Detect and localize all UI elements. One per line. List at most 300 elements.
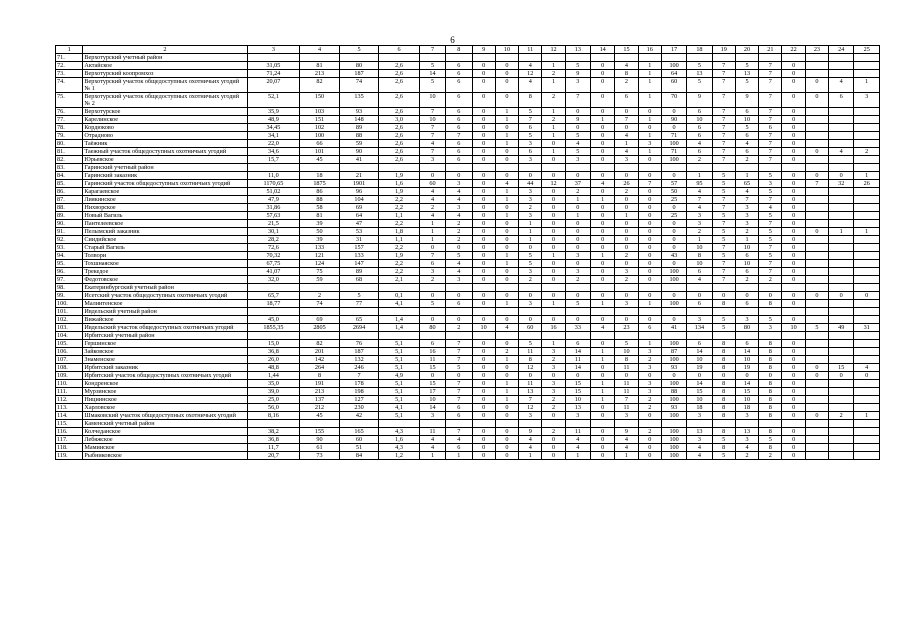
value-cell: 4,1 [379,300,420,308]
value-cell: 16 [419,348,445,356]
value-cell [542,164,565,172]
table-row [56,308,880,316]
value-cell: 39 [300,220,340,228]
value-cell [805,220,828,228]
value-cell: 4,3 [379,428,420,436]
value-cell: 100 [661,276,686,284]
value-cell: 0 [615,196,638,204]
value-cell: 6 [446,412,472,420]
value-cell: 1 [542,78,565,93]
value-cell [782,308,805,316]
value-cell: 4 [735,188,758,196]
value-cell: 246 [339,364,379,372]
value-cell: 0 [805,364,828,372]
value-cell: 49 [829,324,854,332]
value-cell: 1 [591,396,615,404]
value-cell [805,452,828,460]
value-cell: 0 [565,228,590,236]
table-row [56,388,880,396]
row-number-cell: 104. [56,332,83,340]
value-cell: 133 [339,252,379,260]
value-cell [419,54,445,62]
value-cell: 7 [759,116,782,124]
value-cell [829,436,854,444]
value-cell: 5 [615,340,638,348]
value-cell: 15,7 [247,156,300,164]
value-cell [805,196,828,204]
value-cell: 0 [472,348,495,356]
value-cell [687,284,712,292]
value-cell: 6 [519,148,542,156]
value-cell: 64 [661,70,686,78]
value-cell: 0 [419,316,445,324]
value-cell: 10 [687,356,712,364]
value-cell [687,308,712,316]
value-cell: 45,0 [247,316,300,324]
column-number-cell: 12 [542,46,565,54]
value-cell: 0 [638,452,661,460]
value-cell [805,388,828,396]
value-cell: 70,32 [247,252,300,260]
value-cell [759,164,782,172]
value-cell: 5 [712,452,735,460]
table-row [56,324,880,332]
value-cell: 0 [591,404,615,412]
value-cell: 2 [735,156,758,164]
value-cell: 0 [472,124,495,132]
value-cell [829,356,854,364]
column-number-cell: 13 [565,46,590,54]
value-cell: 0 [472,188,495,196]
value-cell: 0 [638,252,661,260]
value-cell: 7 [759,108,782,116]
value-cell: 0 [472,212,495,220]
value-cell [247,420,300,428]
value-cell: 0 [591,428,615,436]
value-cell [805,236,828,244]
value-cell: 3 [519,156,542,164]
value-cell: 0 [495,124,518,132]
value-cell: 0 [854,372,880,380]
table-row [56,372,880,380]
value-cell: 0 [591,452,615,460]
value-cell: 7 [419,108,445,116]
value-cell: 88 [661,388,686,396]
value-cell: 7 [687,196,712,204]
table-row [56,332,880,340]
value-cell: 7 [712,70,735,78]
ground-name-cell: Вижайское [83,316,247,324]
value-cell: 5 [712,180,735,188]
value-cell: 0 [782,292,805,300]
value-cell: 0 [638,268,661,276]
value-cell: 0 [472,316,495,324]
value-cell: 6 [419,260,445,268]
value-cell: 100 [661,340,686,348]
value-cell [805,132,828,140]
value-cell [805,70,828,78]
value-cell: 1 [519,220,542,228]
table-row [56,62,880,70]
value-cell [854,252,880,260]
value-cell: 3 [519,212,542,220]
value-cell: 1 [495,356,518,364]
value-cell: 0 [472,244,495,252]
value-cell: 6 [519,124,542,132]
value-cell: 2 [542,356,565,364]
table-row [56,340,880,348]
value-cell [519,420,542,428]
ground-name-cell: Верхотурский участок общедоступных охотничьих угодий № 1 [83,78,247,93]
value-cell: 11 [615,380,638,388]
value-cell: 0 [472,404,495,412]
value-cell [339,54,379,62]
value-cell: 100 [661,444,686,452]
value-cell [829,340,854,348]
value-cell: 6 [446,116,472,124]
value-cell [419,332,445,340]
ground-name-cell: Ивдельский учетный район [83,308,247,316]
value-cell: 0 [419,172,445,180]
value-cell: 6 [565,340,590,348]
value-cell: 17 [419,388,445,396]
value-cell [542,308,565,316]
value-cell: 12 [542,180,565,188]
value-cell: 0 [591,156,615,164]
value-cell: 4 [687,204,712,212]
value-cell: 0 [495,372,518,380]
value-cell: 0 [782,124,805,132]
row-number-cell: 87. [56,196,83,204]
value-cell [638,284,661,292]
ground-name-cell: Исетский участок общедоступных охотничьих угодий [83,292,247,300]
table-row [56,172,880,180]
value-cell: 0 [565,220,590,228]
value-cell: 0 [519,244,542,252]
table-row [56,412,880,420]
value-cell: 0 [782,172,805,180]
value-cell: 8 [759,428,782,436]
value-cell: 0 [495,172,518,180]
value-cell [735,308,758,316]
value-cell [805,284,828,292]
value-cell: 10 [735,356,758,364]
value-cell: 0 [542,140,565,148]
value-cell: 60 [419,180,445,188]
table-row [56,164,880,172]
value-cell: 100 [661,140,686,148]
value-cell: 84 [339,452,379,460]
value-cell: 5 [446,364,472,372]
value-cell: 1855,35 [247,324,300,332]
value-cell [519,332,542,340]
value-cell: 10 [472,324,495,332]
row-number-cell: 74. [56,78,83,93]
value-cell: 2 [687,228,712,236]
value-cell [854,388,880,396]
value-cell: 81 [300,212,340,220]
value-cell: 2 [638,356,661,364]
value-cell: 1 [495,300,518,308]
value-cell: 7 [712,140,735,148]
value-cell [829,380,854,388]
row-number-cell: 99. [56,292,83,300]
value-cell: 0 [782,132,805,140]
value-cell: 1 [495,108,518,116]
value-cell: 0 [782,348,805,356]
value-cell: 0 [495,62,518,70]
value-cell [661,308,686,316]
value-cell: 0 [615,172,638,180]
value-cell: 6 [829,93,854,108]
row-number-cell: 109. [56,372,83,380]
row-number-cell: 96. [56,268,83,276]
value-cell [759,284,782,292]
value-cell: 5 [759,316,782,324]
table-row [56,284,880,292]
value-cell: 9 [687,93,712,108]
value-cell: 0 [446,292,472,300]
row-number-cell: 102. [56,316,83,324]
value-cell: 0 [542,188,565,196]
value-cell: 0 [472,412,495,420]
value-cell: 10 [687,260,712,268]
value-cell [829,212,854,220]
value-cell [615,284,638,292]
value-cell: 14 [419,70,445,78]
value-cell: 5,1 [379,396,420,404]
ground-name-cell: Ивдельский участок общедоступных охотничьих угодий [83,324,247,332]
value-cell: 213 [300,70,340,78]
value-cell: 88 [300,196,340,204]
value-cell: 5 [759,236,782,244]
value-cell: 1 [687,236,712,244]
value-cell: 0 [829,292,854,300]
value-cell: 4 [687,276,712,284]
value-cell: 8 [712,380,735,388]
row-number-cell: 103. [56,324,83,332]
value-cell [829,108,854,116]
value-cell [805,348,828,356]
value-cell: 1,6 [379,180,420,188]
row-number-cell: 81. [56,148,83,156]
table-row [56,428,880,436]
value-cell: 7 [712,156,735,164]
value-cell: 3 [519,188,542,196]
value-cell: 133 [300,244,340,252]
value-cell: 9 [565,116,590,124]
value-cell [519,308,542,316]
value-cell: 3 [759,324,782,332]
value-cell [805,444,828,452]
table-row [56,204,880,212]
value-cell: 86 [300,188,340,196]
value-cell: 7 [712,132,735,140]
column-number-cell: 5 [339,46,379,54]
value-cell: 5 [565,62,590,70]
table-row [56,292,880,300]
value-cell: 0 [638,372,661,380]
value-cell [854,436,880,444]
value-cell [379,308,420,316]
value-cell: 0 [472,268,495,276]
value-cell [615,164,638,172]
value-cell: 0 [638,188,661,196]
value-cell [854,380,880,388]
value-cell: 0 [472,372,495,380]
value-cell: 0 [829,172,854,180]
value-cell [565,308,590,316]
value-cell: 0 [591,268,615,276]
value-cell: 0 [661,204,686,212]
value-cell: 61 [300,444,340,452]
value-cell: 3 [735,412,758,420]
value-cell: 100 [661,156,686,164]
value-cell: 6 [687,340,712,348]
value-cell: 18,77 [247,300,300,308]
value-cell: 2 [829,412,854,420]
value-cell: 7 [519,396,542,404]
value-cell: 64 [339,212,379,220]
value-cell: 0 [638,220,661,228]
value-cell: 7 [446,380,472,388]
value-cell: 2,2 [379,260,420,268]
value-cell: 67,75 [247,260,300,268]
table-row [56,268,880,276]
value-cell: 10 [735,244,758,252]
value-cell: 7 [712,220,735,228]
value-cell [829,276,854,284]
value-cell: 1 [591,380,615,388]
value-cell [687,54,712,62]
value-cell: 2 [446,236,472,244]
table-row [56,228,880,236]
value-cell [712,54,735,62]
value-cell [661,164,686,172]
value-cell: 90 [661,116,686,124]
table-row [56,260,880,268]
row-number-cell: 106. [56,348,83,356]
value-cell: 65 [339,316,379,324]
value-cell [782,420,805,428]
value-cell: 0 [782,62,805,70]
value-cell: 1 [565,452,590,460]
value-cell: 11 [519,348,542,356]
value-cell: 2,6 [379,108,420,116]
value-cell: 2,6 [379,148,420,156]
table-row [56,180,880,188]
value-cell: 2 [759,276,782,284]
value-cell: 5 [735,78,758,93]
value-cell: 65,7 [247,292,300,300]
value-cell: 90 [339,148,379,156]
value-cell: 127 [339,396,379,404]
value-cell: 8 [712,444,735,452]
value-cell: 25 [661,196,686,204]
value-cell [829,428,854,436]
value-cell: 18 [300,172,340,180]
value-cell: 45 [300,412,340,420]
value-cell: 4 [519,444,542,452]
row-number-cell: 112. [56,396,83,404]
value-cell: 0 [638,276,661,284]
value-cell: 2 [446,324,472,332]
value-cell: 1 [591,300,615,308]
ground-name-cell: Тохшнаяское [83,260,247,268]
value-cell: 8 [615,356,638,364]
table-row [56,116,880,124]
value-cell [591,332,615,340]
value-cell: 0 [472,340,495,348]
value-cell: 2,6 [379,93,420,108]
value-cell: 100 [661,380,686,388]
value-cell [735,54,758,62]
value-cell: 230 [339,404,379,412]
value-cell: 0 [661,108,686,116]
table-row [56,452,880,460]
value-cell: 3 [565,268,590,276]
value-cell: 0 [591,436,615,444]
value-cell: 0 [661,172,686,180]
value-cell: 5 [712,252,735,260]
value-cell: 3 [759,180,782,188]
value-cell: 0 [542,444,565,452]
value-cell: 11 [519,380,542,388]
value-cell: 8 [712,356,735,364]
value-cell: 14 [687,348,712,356]
value-cell: 1,44 [247,372,300,380]
value-cell: 0 [638,436,661,444]
value-cell: 56,0 [247,404,300,412]
value-cell [446,164,472,172]
value-cell: 0 [782,452,805,460]
value-cell: 0 [565,172,590,180]
value-cell: 10 [615,348,638,356]
value-cell: 28,2 [247,236,300,244]
value-cell [805,404,828,412]
value-cell: 212 [300,404,340,412]
value-cell: 4 [446,260,472,268]
value-cell: 8 [712,364,735,372]
value-cell: 1 [495,132,518,140]
value-cell: 0 [495,244,518,252]
value-cell: 4 [759,204,782,212]
value-cell: 0 [591,276,615,284]
value-cell [829,300,854,308]
value-cell: 0 [591,70,615,78]
value-cell: 0 [542,196,565,204]
value-cell: 0 [782,300,805,308]
value-cell: 1 [495,396,518,404]
row-number-cell: 94. [56,252,83,260]
value-cell: 0 [472,228,495,236]
value-cell: 7 [759,148,782,156]
value-cell [829,308,854,316]
value-cell: 0 [638,196,661,204]
value-cell [339,284,379,292]
value-cell: 0 [782,140,805,148]
value-cell: 15 [419,364,445,372]
value-cell: 4,3 [379,444,420,452]
value-cell: 3 [446,204,472,212]
value-cell: 0 [615,228,638,236]
value-cell [805,116,828,124]
value-cell: 76 [339,340,379,348]
value-cell [805,140,828,148]
value-cell: 5 [712,188,735,196]
value-cell: 7 [615,396,638,404]
value-cell: 0 [542,292,565,300]
